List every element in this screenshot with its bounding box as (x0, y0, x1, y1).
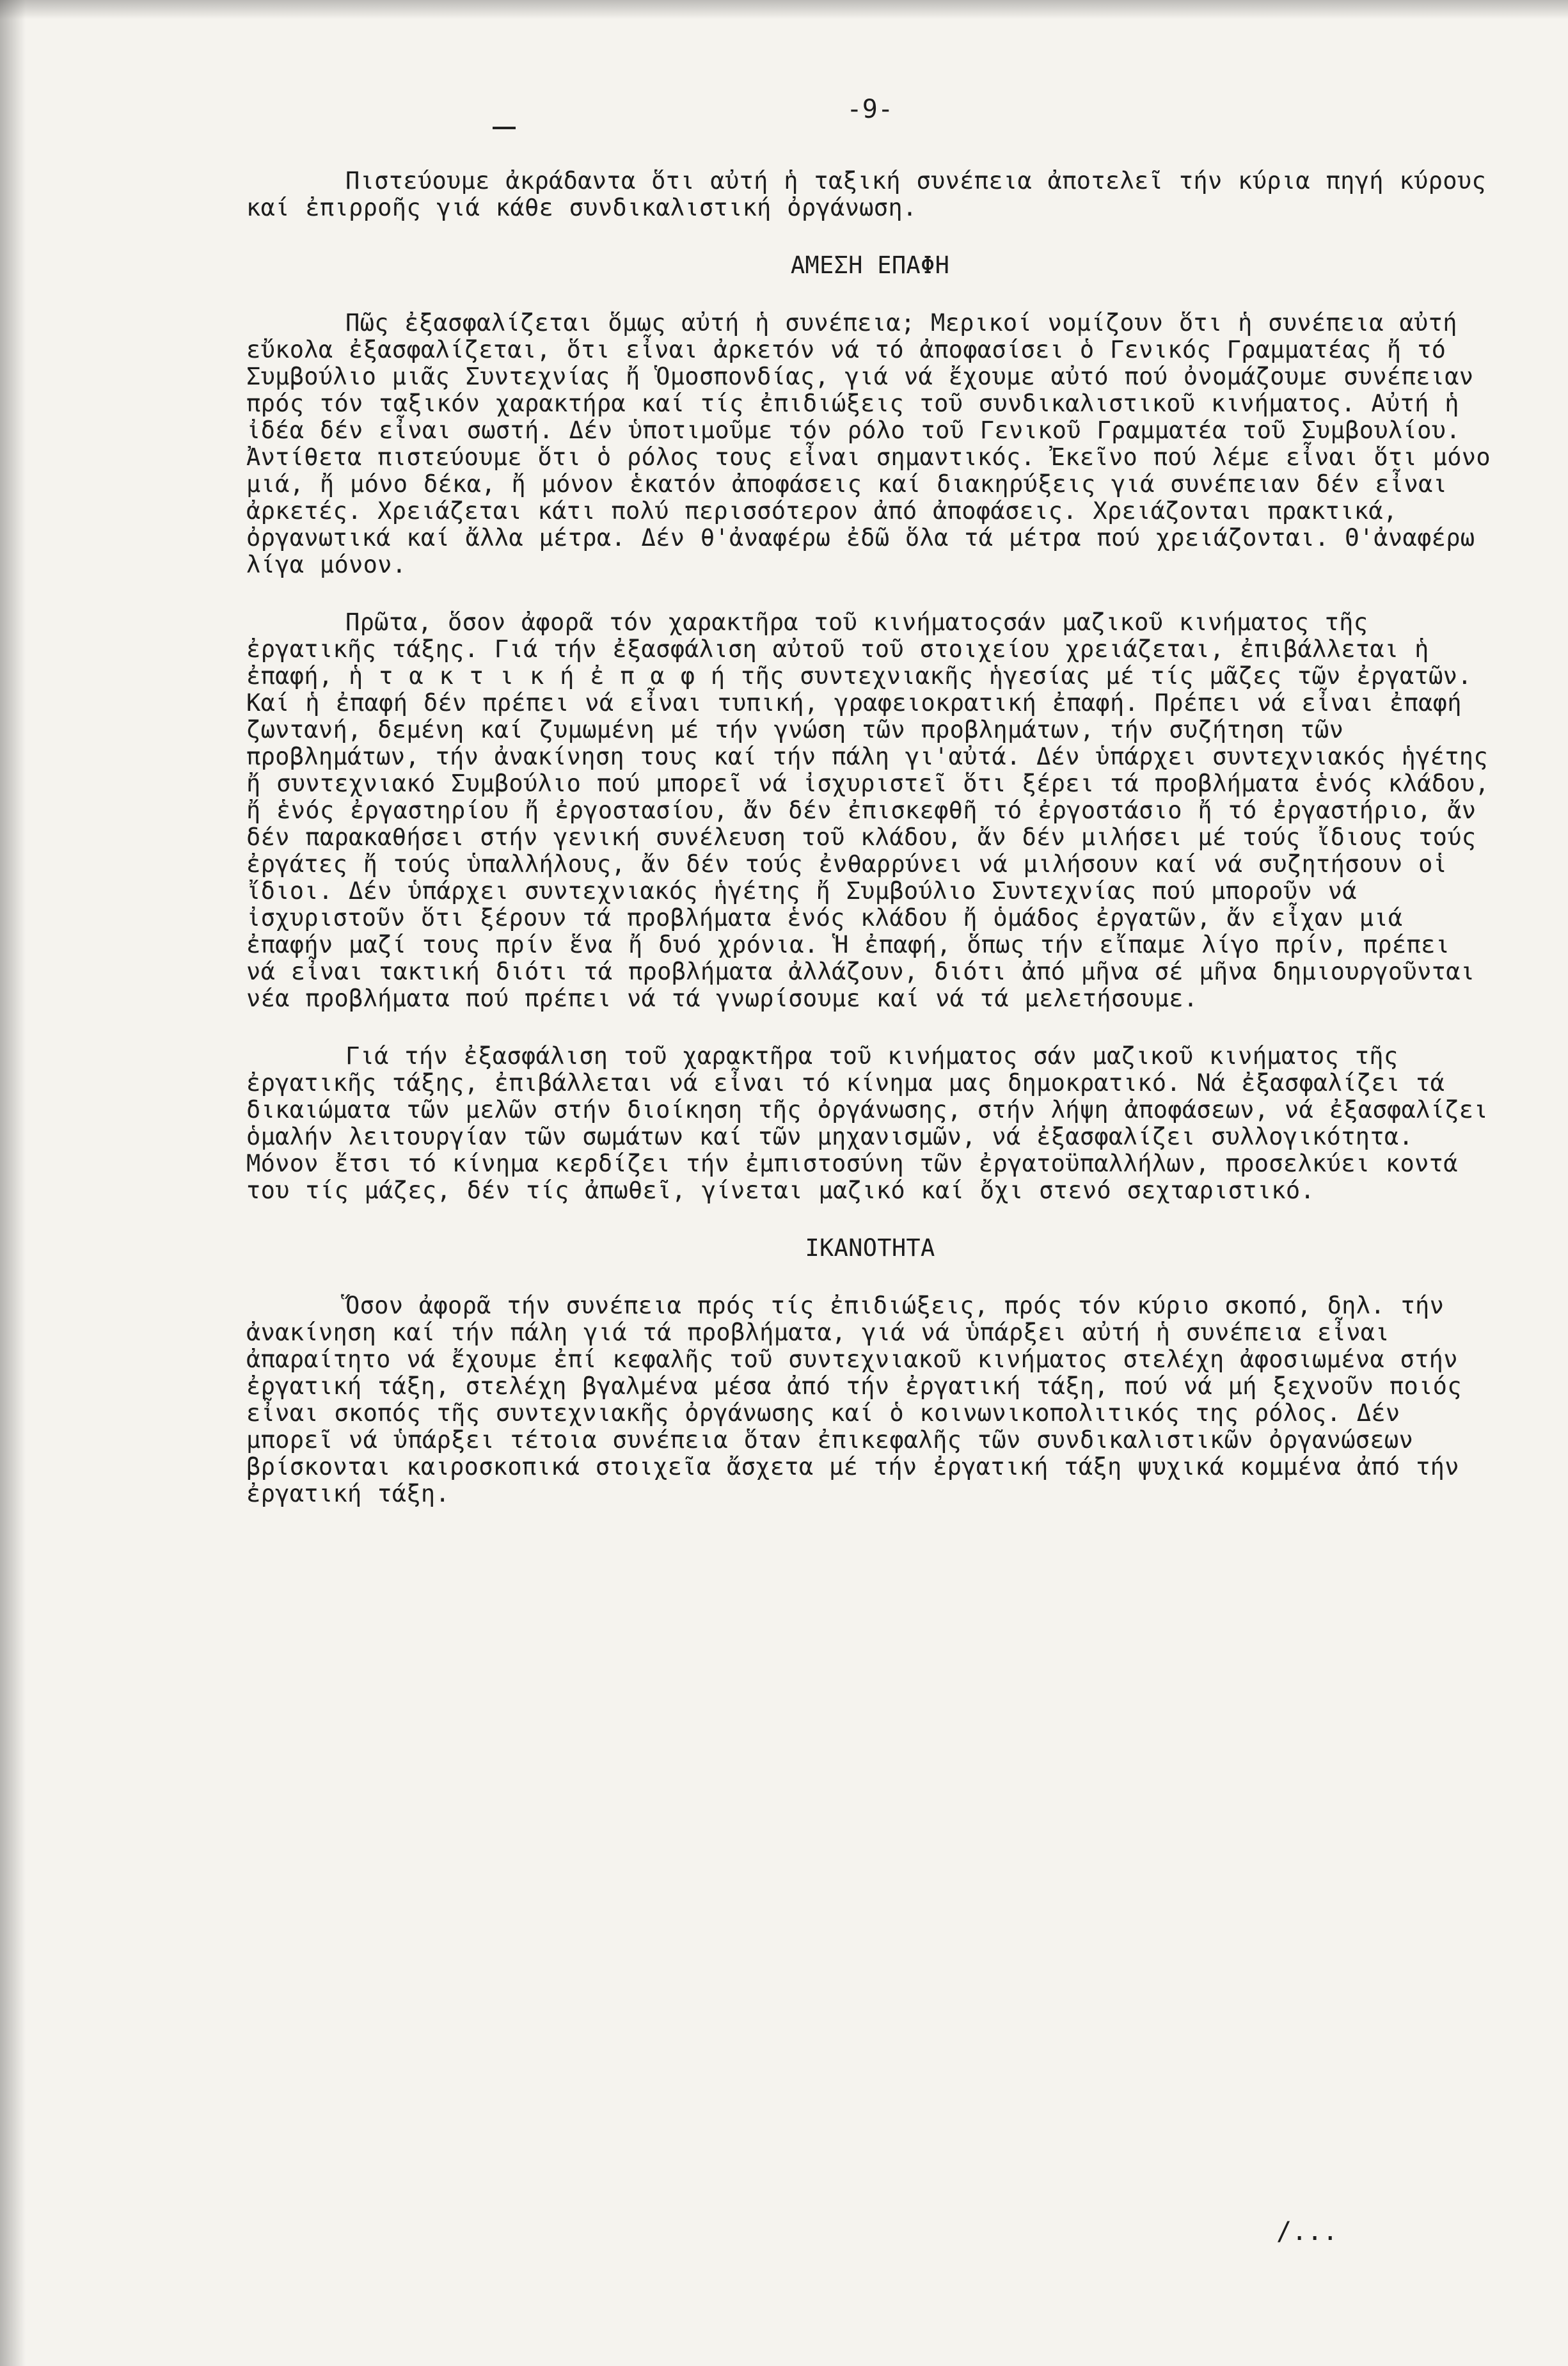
section-heading-competence: ΙΚΑΝΟΤΗΤΑ (805, 1234, 935, 1262)
paragraph: Πρῶτα, ὅσον ἀφορᾶ τόν χαρακτῆρα τοῦ κινήματοςσάν μαζικοῦ κινήματος τῆς ἐργατικῆς τάξης. Γιά τήν ἐξασφάλιση αὐτοῦ τοῦ στοιχείου χρειάζεται, ἐπιβάλλεται ἡ ἐπαφή, ἡ τ α κ τ ι κ ή ἐ π α φ ή τῆς συντεχνιακῆς ἡγεσίας μέ τίς μᾶζες τῶν ἐργατῶν. Καί ἡ ἐπαφή δέν πρέπει νά εἶναι τυπική, γραφειοκρατική ἐπαφή. Πρέπει νά εἶναι ἐπαφή ζωντανή, δεμένη καί ζυμωμένη μέ τήν γνώση τῶν προβλημάτων, τήν συζήτηση τῶν προβλημάτων, τήν ἀνακίνηση τους καί τήν πάλη γι'αὐτά. Δέν ὑπάρχει συντεχνιακός ἡγέτης ἤ συντεχνιακό Συμβούλιο πού μπορεῖ νά ἰσχυριστεῖ ὅτι ξέρει τά προβλήματα ἑνός κλάδου, ἤ ἑνός ἐργαστηρίου ἤ ἐργοστασίου, ἄν δέν ἐπισκεφθῆ τό ἐργοστάσιο ἤ τό ἐργαστήριο, ἄν δέν παρακαθήσει στήν γενική συνέλευση τοῦ κλάδου, ἄν δέν μιλήσει μέ τούς ἴδιους τούς ἐργάτες ἤ τούς ὑπαλλήλους, ἄν δέν τούς ἐνθαρρύνει νά μιλήσουν καί νά συζητήσουν οἱ ἴδιοι. Δέν ὑπάρχει συντεχνιακός ἡγέτης ἤ Συμβούλιο Συντεχνίας πού μποροῦν νά ἰσχυριστοῦν ὅτι ξέρουν τά προβλήματα ἑνός κλάδου ἤ ὁμάδος ἐργατῶν, ἄν εἶχαν μιά ἐπαφήν μαζί τους πρίν ἕνα ἤ δυό χρόνια. Ἡ ἐπαφή, ὅπως τήν εἴπαμε λίγο πρίν, πρέπει νά εἶναι τακτική διότι τά προβλήματα ἀλλάζουν, διότι ἀπό μῆνα σέ μῆνα δημιουργοῦνται νέα προβλήματα πού πρέπει νά τά γνωρίσουμε καί νά τά μελετήσουμε. (246, 608, 1489, 1012)
paragraph: Πῶς ἐξασφαλίζεται ὅμως αὐτή ἡ συνέπεια; Μερικοί νομίζουν ὅτι ἡ συνέπεια αὐτή εὔκολα ἐξασφαλίζεται, ὅτι εἶναι ἀρκετόν νά τό ἀποφασίσει ὁ Γενικός Γραμματέας ἤ τό Συμβούλιο μιᾶς Συντεχνίας ἤ Ὁμοσπονδίας, γιά νά ἔχουμε αὐτό πού ὀνομάζουμε συνέπειαν πρός τόν ταξικόν χαρακτήρα καί τίς ἐπιδιώξεις τοῦ συνδικαλιστικοῦ κινήματος. Αὐτή ἡ ἰδέα δέν εἶναι σωστή. Δέν ὑποτιμοῦμε τόν ρόλο τοῦ Γενικοῦ Γραμματέα τοῦ Συμβουλίου. Ἀντίθετα πιστεύουμε ὅτι ὁ ρόλος τους εἶναι σημαντικός. Ἐκεῖνο πού λέμε εἶναι ὅτι μόνο μιά, ἤ μόνο δέκα, ἤ μόνον ἑκατόν ἀποφάσεις καί διακηρύξεις γιά συνέπειαν δέν εἶναι ἀρκετές. Χρειάζεται κάτι πολύ περισσότερον ἀπό ἀποφάσεις. Χρειάζονται πρακτικά, ὀργανωτικά καί ἄλλα μέτρα. Δέν θ'ἀναφέρω ἐδῶ ὅλα τά μέτρα πού χρειάζονται. Θ'ἀναφέρω λίγα μόνον. (246, 309, 1491, 578)
paragraph: Ὅσον ἀφορᾶ τήν συνέπεια πρός τίς ἐπιδιώξεις, πρός τόν κύριο σκοπό, δηλ. τήν ἀνακίνηση καί τήν πάλη γιά τά προβλήματα, γιά νά ὑπάρξει αὐτή ἡ συνέπεια εἶναι ἀπαραίτητο νά ἔχουμε ἐπί κεφαλῆς τοῦ συντεχνιακοῦ κινήματος στελέχη ἀφοσιωμένα στήν ἐργατική τάξη, στελέχη βγαλμένα μέσα ἀπό τήν ἐργατική τάξη, πού νά μή ξεχνοῦν ποιός εἶναι σκοπός τῆς συντεχνιακῆς ὀργάνωσης καί ὁ κοινωνικοπολιτικός της ρόλος. Δέν μπορεῖ νά ὑπάρξει τέτοια συνέπεια ὅταν ἐπικεφαλῆς τῶν συνδικαλιστικῶν ὀργανώσεων βρίσκονται καιροσκοπικά στοιχεῖα ἄσχετα μέ τήν ἐργατική τάξη ψυχικά κομμένα ἀπό τήν ἐργατική τάξη. (246, 1292, 1462, 1507)
document-body (246, 96, 1494, 1538)
intro-paragraph: Πιστεύουμε ἀκράδαντα ὅτι αὐτή ἡ ταξική συνέπεια ἀποτελεῖ τήν κύρια πηγή κύρους καί ἐπιρροῆς γιά κάθε συνδικαλιστική ὀργάνωση. (246, 167, 1486, 221)
scan-edge-shadow-left (0, 0, 26, 2366)
paragraph: Γιά τήν ἐξασφάλιση τοῦ χαρακτῆρα τοῦ κινήματος σάν μαζικοῦ κινήματος τῆς ἐργατικῆς τάξης, ἐπιβάλλεται νά εἶναι τό κίνημα μας δημοκρατικό. Νά ἐξασφαλίζει τά δικαιώματα τῶν μελῶν στήν διοίκηση τῆς ὀργάνωσης, στήν λήψη ἀποφάσεων, νά ἐξασφαλίζει ὁμαλήν λειτουργίαν τῶν σωμάτων καί τῶν μηχανισμῶν, νά ἐξασφαλίζει συλλογικότητα. Μόνον ἔτσι τό κίνημα κερδίζει τήν ἐμπιστοσύνη τῶν ἐργατοϋπαλλήλων, προσελκύει κοντά του τίς μάζες, δέν τίς ἀπωθεῖ, γίνεται μαζικό καί ὄχι στενό σεχταριστικό. (246, 1042, 1488, 1204)
scan-edge-shadow-top (0, 0, 1568, 19)
section-heading-direct-contact: ΑΜΕΣΗ ΕΠΑΦΗ (790, 251, 950, 279)
continuation-mark: /... (1276, 2217, 1338, 2246)
page-number: -9- (846, 95, 894, 124)
